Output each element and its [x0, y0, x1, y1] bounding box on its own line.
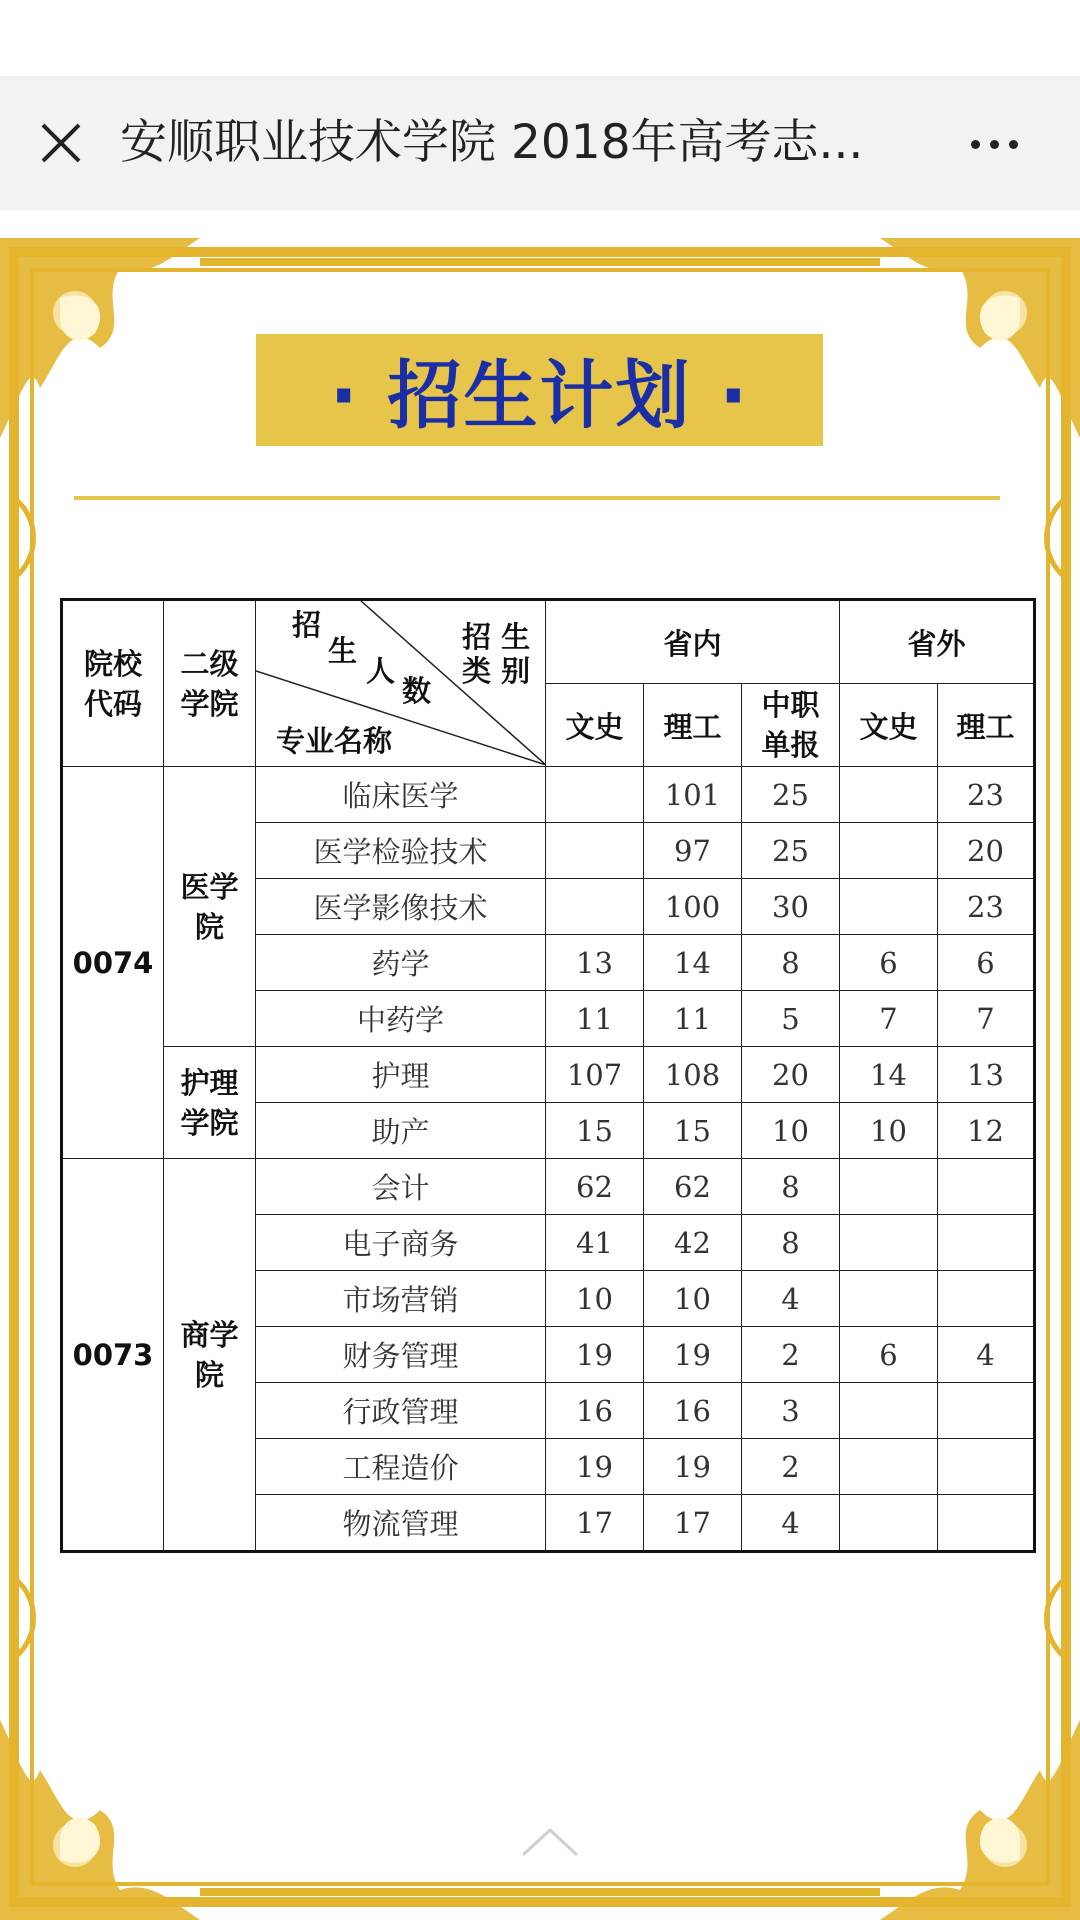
header-wenshi-out: 文史 [840, 684, 938, 767]
header-college: 二级 学院 [164, 600, 256, 767]
school-code-cell: 0073 [62, 1159, 164, 1552]
close-button[interactable] [30, 112, 92, 174]
table-row: 电子商务 41 42 8 [62, 1215, 1035, 1271]
table-row: 行政管理 16 16 3 [62, 1383, 1035, 1439]
table-row: 助产 15 15 10 10 12 [62, 1103, 1035, 1159]
major-cell: 医学检验技术 [256, 823, 546, 879]
major-cell: 助产 [256, 1103, 546, 1159]
major-cell: 物流管理 [256, 1495, 546, 1552]
header-ligong-out: 理工 [938, 684, 1035, 767]
major-cell: 行政管理 [256, 1383, 546, 1439]
table-row: 工程造价 19 19 2 [62, 1439, 1035, 1495]
major-cell: 财务管理 [256, 1327, 546, 1383]
school-code-cell: 0074 [62, 767, 164, 1159]
more-button[interactable] [955, 121, 1033, 167]
table-row: 0073 商学 院 会计 62 62 8 [62, 1159, 1035, 1215]
poster [0, 238, 1080, 1920]
header-school-code: 院校 代码 [62, 600, 164, 767]
major-cell: 医学影像技术 [256, 879, 546, 935]
header-ligong-in: 理工 [644, 684, 742, 767]
chevron-up-icon [518, 1822, 582, 1862]
header-diagonal-cell: 招 生 人 数 招 生 类 别 专业名称 [256, 600, 546, 767]
page-title: 安顺职业技术学院 2018年高考志... [120, 115, 864, 170]
major-cell: 临床医学 [256, 767, 546, 823]
college-cell: 护理 学院 [164, 1047, 256, 1159]
table-row: 物流管理 17 17 4 [62, 1495, 1035, 1552]
enrollment-plan-table [60, 598, 1036, 1553]
table-row: 药学 13 14 8 6 6 [62, 935, 1035, 991]
table-row: 护理 学院 护理 107 108 20 14 13 [62, 1047, 1035, 1103]
title-banner: · 招生计划 · [256, 334, 823, 446]
major-cell: 工程造价 [256, 1439, 546, 1495]
major-cell: 护理 [256, 1047, 546, 1103]
title-bar [0, 76, 1080, 210]
header-zhongzhi: 中职 单报 [742, 684, 840, 767]
major-cell: 药学 [256, 935, 546, 991]
table-row: 医学影像技术 100 30 23 [62, 879, 1035, 935]
header-out-province: 省外 [840, 600, 1035, 684]
banner-divider [74, 496, 1000, 500]
scroll-up-button[interactable] [518, 1822, 582, 1862]
header-in-province: 省内 [546, 600, 840, 684]
table-row: 医学检验技术 97 25 20 [62, 823, 1035, 879]
major-cell: 市场营销 [256, 1271, 546, 1327]
table-row: 市场营销 10 10 4 [62, 1271, 1035, 1327]
header-wenshi-in: 文史 [546, 684, 644, 767]
table-row: 财务管理 19 19 2 6 4 [62, 1327, 1035, 1383]
table-row: 0074 医学 院 临床医学 101 25 23 [62, 767, 1035, 823]
college-cell: 商学 院 [164, 1159, 256, 1552]
more-dots-icon [971, 140, 980, 149]
major-cell: 电子商务 [256, 1215, 546, 1271]
major-cell: 中药学 [256, 991, 546, 1047]
table-row: 中药学 11 11 5 7 7 [62, 991, 1035, 1047]
major-cell: 会计 [256, 1159, 546, 1215]
close-icon [39, 121, 83, 165]
college-cell: 医学 院 [164, 767, 256, 1047]
